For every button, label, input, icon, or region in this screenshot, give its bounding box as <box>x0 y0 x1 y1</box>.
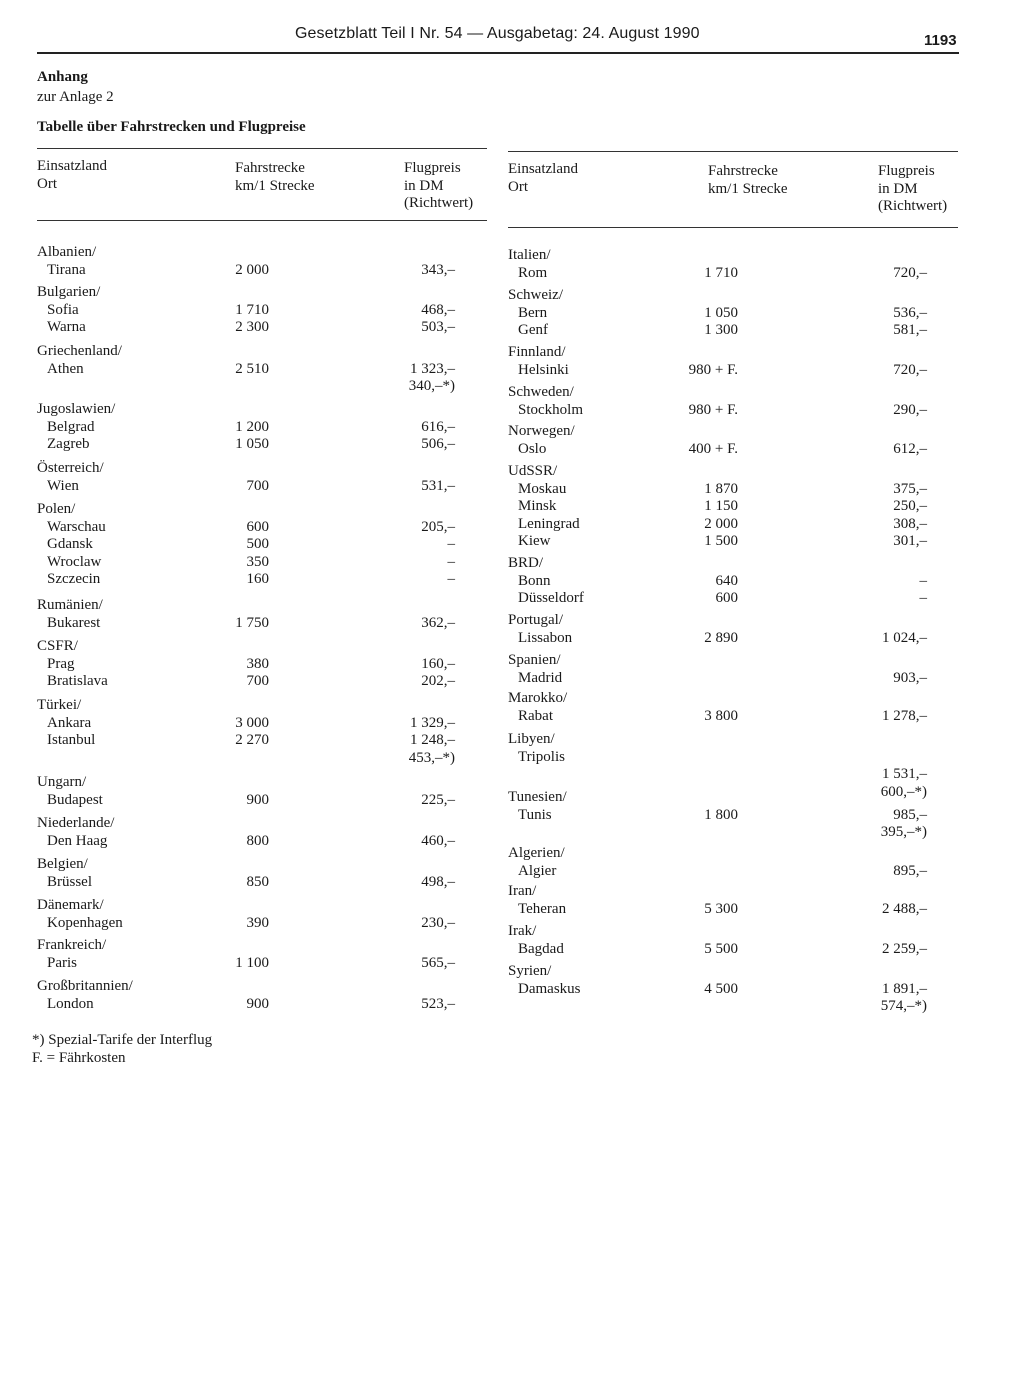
distance-value: 600 <box>246 518 269 535</box>
table-row <box>508 402 958 420</box>
city-name: Tunis <box>518 806 552 823</box>
distance-value: 3 800 <box>704 707 738 724</box>
country-name: Ungarn/ <box>37 774 87 790</box>
price-value: 720,– <box>893 264 927 281</box>
city-name: Sofia <box>47 301 79 318</box>
city-name: Tripolis <box>518 748 565 765</box>
price-value: – <box>447 553 455 570</box>
table-row <box>508 590 958 608</box>
table-row <box>37 361 487 379</box>
table-row <box>37 419 487 437</box>
table-row <box>508 998 958 1016</box>
distance-value: 1 200 <box>235 418 269 435</box>
country-group <box>508 384 958 419</box>
header-line: Einsatzland <box>508 161 578 177</box>
header-line: Fahrstrecke <box>235 160 305 176</box>
header-line: Flugpreis <box>878 163 935 179</box>
price-value: 290,– <box>893 401 927 418</box>
table-row <box>37 996 487 1014</box>
distance-value: 1 710 <box>704 264 738 281</box>
price-value: 720,– <box>893 361 927 378</box>
table-row <box>37 615 487 633</box>
table-row <box>508 749 958 767</box>
column-header-country <box>508 161 578 196</box>
country-name: Portugal/ <box>508 612 563 628</box>
city-name: Teheran <box>518 900 567 917</box>
price-value: 362,– <box>421 614 455 631</box>
country-name: Schweiz/ <box>508 287 563 303</box>
table-row <box>37 915 487 933</box>
country-group <box>508 845 958 880</box>
footnote: *) Spezial-Tarife der Interflug <box>32 1032 213 1048</box>
table-row <box>508 941 958 959</box>
header-line: Flugpreis <box>404 160 461 176</box>
price-value: 160,– <box>421 655 455 672</box>
country-group <box>508 789 958 842</box>
price-value: 2 259,– <box>882 940 927 957</box>
distance-value: 1 050 <box>235 436 269 452</box>
price-value: – <box>919 572 927 589</box>
table-row <box>37 436 487 454</box>
country-name: Österreich/ <box>37 460 104 476</box>
country-name: Libyen/ <box>508 731 555 747</box>
table-row <box>508 670 958 688</box>
distance-value: 2 510 <box>235 360 269 377</box>
table-row <box>37 571 487 589</box>
price-value: 506,– <box>421 436 455 452</box>
country-name: Marokko/ <box>508 690 568 706</box>
city-name: Bratislava <box>47 673 108 689</box>
distance-value: 1 750 <box>235 614 269 631</box>
distance-value: 1 710 <box>235 301 269 318</box>
header-line: km/1 Strecke <box>708 180 788 197</box>
country-name: Irak/ <box>508 923 537 939</box>
city-name: Warschau <box>47 518 106 535</box>
price-value: 225,– <box>421 791 455 808</box>
price-value: 1 531,– <box>882 766 927 782</box>
header-line: (Richtwert) <box>404 195 474 211</box>
city-name: Belgrad <box>47 418 95 435</box>
table-header-rule <box>508 227 958 228</box>
column-header-country <box>37 158 107 193</box>
country-group <box>37 597 487 632</box>
header-line: (Richtwert) <box>878 198 948 214</box>
country-group <box>37 937 487 972</box>
distance-value: 1 150 <box>704 498 738 514</box>
city-name: Lissabon <box>518 629 573 646</box>
distance-value: 900 <box>246 995 269 1012</box>
price-value: 375,– <box>893 480 927 497</box>
distance-value: 600 <box>715 590 738 606</box>
header-line: km/1 Strecke <box>235 177 315 194</box>
distance-value: 900 <box>246 791 269 808</box>
country-name: Syrien/ <box>508 963 552 979</box>
country-name: Polen/ <box>37 501 76 517</box>
city-name: London <box>47 995 94 1012</box>
header-line: in DM <box>878 180 918 197</box>
city-name: Kopenhagen <box>47 914 123 931</box>
price-value: 581,– <box>893 322 927 338</box>
price-value: 343,– <box>421 261 455 278</box>
table-row <box>508 498 958 516</box>
distance-value: 980 + F. <box>688 401 738 418</box>
price-value: 1 278,– <box>882 707 927 724</box>
price-value: 1 323,– <box>410 360 455 377</box>
footnotes <box>32 1032 212 1067</box>
city-name: Istanbul <box>47 732 96 748</box>
country-name: Frankreich/ <box>37 937 107 953</box>
price-value: 250,– <box>893 498 927 514</box>
country-name: Belgien/ <box>37 856 88 872</box>
table-row <box>508 481 958 499</box>
city-name: Kiew <box>518 533 551 549</box>
country-group <box>37 697 487 767</box>
country-name: Finnland/ <box>508 344 566 360</box>
distance-value: 800 <box>246 832 269 849</box>
country-name: Jugoslawien/ <box>37 401 116 417</box>
table-row <box>37 955 487 973</box>
table-row <box>37 715 487 733</box>
column-header-distance <box>708 163 788 198</box>
country-group <box>508 344 958 379</box>
country-group <box>508 555 958 608</box>
city-name: Zagreb <box>47 436 90 452</box>
price-value: 612,– <box>893 440 927 457</box>
country-group <box>508 612 958 647</box>
country-group <box>37 343 487 396</box>
header-line: in DM <box>404 177 444 194</box>
table-row <box>508 708 958 726</box>
column-header-distance <box>235 160 315 195</box>
column-header-price <box>878 163 947 216</box>
table-row <box>508 573 958 591</box>
distance-value: 2 000 <box>704 515 738 532</box>
distance-value: 850 <box>246 873 269 890</box>
table-row <box>508 322 958 340</box>
price-value: 1 248,– <box>410 732 455 748</box>
country-group <box>508 287 958 340</box>
table-top-rule <box>37 148 487 149</box>
city-name: Tirana <box>47 261 86 278</box>
table-row <box>508 824 958 842</box>
table-row <box>508 863 958 881</box>
country-name: Norwegen/ <box>508 423 575 439</box>
table-top-rule <box>508 151 958 152</box>
country-name: Niederlande/ <box>37 815 115 831</box>
price-value: 2 488,– <box>882 900 927 917</box>
city-name: Damaskus <box>518 980 581 997</box>
country-group <box>37 774 487 809</box>
distance-value: 1 800 <box>704 806 738 823</box>
city-name: Den Haag <box>47 832 108 849</box>
price-value: – <box>447 536 455 552</box>
city-name: Ankara <box>47 714 92 731</box>
distance-value: 400 + F. <box>688 440 738 457</box>
country-name: Schweden/ <box>508 384 574 400</box>
table-row <box>508 981 958 999</box>
country-group <box>37 978 487 1013</box>
price-value: 1 329,– <box>410 714 455 731</box>
country-group <box>508 923 958 958</box>
country-name: Griechenland/ <box>37 343 122 359</box>
country-group <box>508 652 958 687</box>
price-value: 468,– <box>421 301 455 318</box>
header-line: Einsatzland <box>37 158 107 174</box>
section-subtitle: zur Anlage 2 <box>37 89 114 105</box>
header-line: Ort <box>508 178 528 195</box>
city-name: Bonn <box>518 572 551 589</box>
country-name: CSFR/ <box>37 638 78 654</box>
city-name: Madrid <box>518 669 563 686</box>
country-name: Albanien/ <box>37 244 97 260</box>
country-group <box>508 423 958 458</box>
price-value: 903,– <box>893 669 927 686</box>
country-group <box>37 501 487 589</box>
table-title: Tabelle über Fahrstrecken und Flugpreise <box>37 119 306 135</box>
header-rule <box>37 52 959 54</box>
city-name: Bukarest <box>47 614 101 631</box>
distance-value: 2 300 <box>235 319 269 335</box>
price-value: 1 891,– <box>882 980 927 997</box>
country-name: Italien/ <box>508 247 551 263</box>
table-row <box>37 302 487 320</box>
price-value: 531,– <box>421 477 455 494</box>
city-name: Szczecin <box>47 571 101 587</box>
table-row <box>37 378 487 396</box>
city-name: Minsk <box>518 498 557 514</box>
price-value: 202,– <box>421 673 455 689</box>
city-name: Algier <box>518 862 557 879</box>
city-name: Bern <box>518 304 548 321</box>
city-name: Budapest <box>47 791 103 808</box>
country-group <box>508 963 958 1016</box>
table-row <box>508 533 958 551</box>
distance-value: 4 500 <box>704 980 738 997</box>
price-value: 301,– <box>893 533 927 549</box>
page-number: 1193 <box>924 32 957 49</box>
distance-value: 160 <box>246 571 269 587</box>
city-name: Athen <box>47 360 84 377</box>
price-value: 985,– <box>893 806 927 823</box>
country-group <box>37 244 487 279</box>
column-header-price <box>404 160 473 213</box>
city-name: Bagdad <box>518 940 564 957</box>
country-group <box>37 897 487 932</box>
country-name: Tunesien/ <box>508 789 567 805</box>
distance-value: 1 870 <box>704 480 738 497</box>
distance-value: 700 <box>246 673 269 689</box>
table-row <box>37 519 487 537</box>
table-row <box>508 362 958 380</box>
city-name: Moskau <box>518 480 567 497</box>
distance-value: 1 500 <box>704 533 738 549</box>
table-row <box>37 874 487 892</box>
country-group <box>508 463 958 551</box>
country-group <box>37 856 487 891</box>
price-value: 395,–*) <box>880 824 927 840</box>
country-group <box>37 815 487 850</box>
distance-value: 700 <box>246 477 269 494</box>
price-value: 565,– <box>421 954 455 971</box>
distance-value: 1 100 <box>235 954 269 971</box>
city-name: Gdansk <box>47 536 93 552</box>
price-value: 895,– <box>893 862 927 879</box>
table-row <box>37 750 487 768</box>
price-value: 308,– <box>893 515 927 532</box>
price-value: 1 024,– <box>882 629 927 646</box>
table-row <box>37 554 487 572</box>
footnote: F. = Fährkosten <box>32 1049 126 1066</box>
table-row <box>508 441 958 459</box>
distance-value: 380 <box>246 655 269 672</box>
distance-value: 500 <box>246 536 269 552</box>
country-group <box>37 284 487 337</box>
city-name: Genf <box>518 322 548 338</box>
table-row <box>37 478 487 496</box>
distance-value: 3 000 <box>235 714 269 731</box>
country-group <box>37 460 487 495</box>
table-row <box>508 265 958 283</box>
city-name: Rom <box>518 264 548 281</box>
city-name: Oslo <box>518 440 547 457</box>
country-name: BRD/ <box>508 555 544 571</box>
distance-value: 350 <box>246 553 269 570</box>
section-heading: Anhang <box>37 69 88 85</box>
table-row <box>37 792 487 810</box>
price-value: 498,– <box>421 873 455 890</box>
table-row <box>508 516 958 534</box>
table-row <box>508 305 958 323</box>
country-name: Bulgarien/ <box>37 284 101 300</box>
country-name: Algerien/ <box>508 845 565 861</box>
price-value: 340,–*) <box>408 378 455 394</box>
distance-value: 980 + F. <box>688 361 738 378</box>
country-group <box>37 401 487 454</box>
header-line: Ort <box>37 175 57 192</box>
table-row <box>37 262 487 280</box>
city-name: Rabat <box>518 707 553 724</box>
price-value: 230,– <box>421 914 455 931</box>
distance-value: 2 000 <box>235 261 269 278</box>
price-value: 453,–*) <box>408 749 455 766</box>
city-name: Helsinki <box>518 361 569 378</box>
city-name: Paris <box>47 954 77 971</box>
country-group <box>37 638 487 691</box>
price-value: – <box>447 571 455 587</box>
price-value: 503,– <box>421 319 455 335</box>
distance-value: 1 050 <box>704 304 738 321</box>
country-name: Dänemark/ <box>37 897 104 913</box>
table-row <box>37 732 487 750</box>
city-name: Stockholm <box>518 401 584 418</box>
table-row <box>508 901 958 919</box>
country-name: Iran/ <box>508 883 537 899</box>
country-group <box>508 883 958 918</box>
price-value: – <box>919 590 927 606</box>
distance-value: 640 <box>715 572 738 589</box>
price-value: 616,– <box>421 418 455 435</box>
table-row <box>37 536 487 554</box>
table-row <box>508 807 958 825</box>
distance-value: 390 <box>246 914 269 931</box>
city-name: Wien <box>47 477 79 494</box>
gazette-header-title: Gesetzblatt Teil I Nr. 54 — Ausgabetag: 24. August 1990 <box>295 25 700 42</box>
price-value: 523,– <box>421 995 455 1012</box>
country-name: UdSSR/ <box>508 463 558 479</box>
country-group <box>508 247 958 282</box>
city-name: Düsseldorf <box>518 590 584 606</box>
city-name: Brüssel <box>47 873 92 890</box>
price-value: 600,–*) <box>880 783 927 800</box>
price-value: 460,– <box>421 832 455 849</box>
city-name: Leningrad <box>518 515 580 532</box>
header-line: Fahrstrecke <box>708 163 778 179</box>
country-name: Türkei/ <box>37 697 82 713</box>
table-row <box>37 319 487 337</box>
table-header-rule <box>37 220 487 221</box>
city-name: Warna <box>47 319 86 335</box>
price-value: 536,– <box>893 304 927 321</box>
country-group <box>508 690 958 725</box>
country-name: Spanien/ <box>508 652 561 668</box>
table-row <box>37 833 487 851</box>
distance-value: 2 890 <box>704 629 738 646</box>
city-name: Prag <box>47 655 75 672</box>
country-name: Rumänien/ <box>37 597 103 613</box>
price-value: 574,–*) <box>880 998 927 1014</box>
distance-value: 5 500 <box>704 940 738 957</box>
city-name: Wroclaw <box>47 553 102 570</box>
distance-value: 2 270 <box>235 732 269 748</box>
country-name: Großbritannien/ <box>37 978 133 994</box>
table-row <box>37 656 487 674</box>
distance-value: 1 300 <box>704 322 738 338</box>
table-row <box>508 766 958 784</box>
distance-value: 5 300 <box>704 900 738 917</box>
price-value: 205,– <box>421 518 455 535</box>
table-row <box>37 673 487 691</box>
table-row <box>508 630 958 648</box>
